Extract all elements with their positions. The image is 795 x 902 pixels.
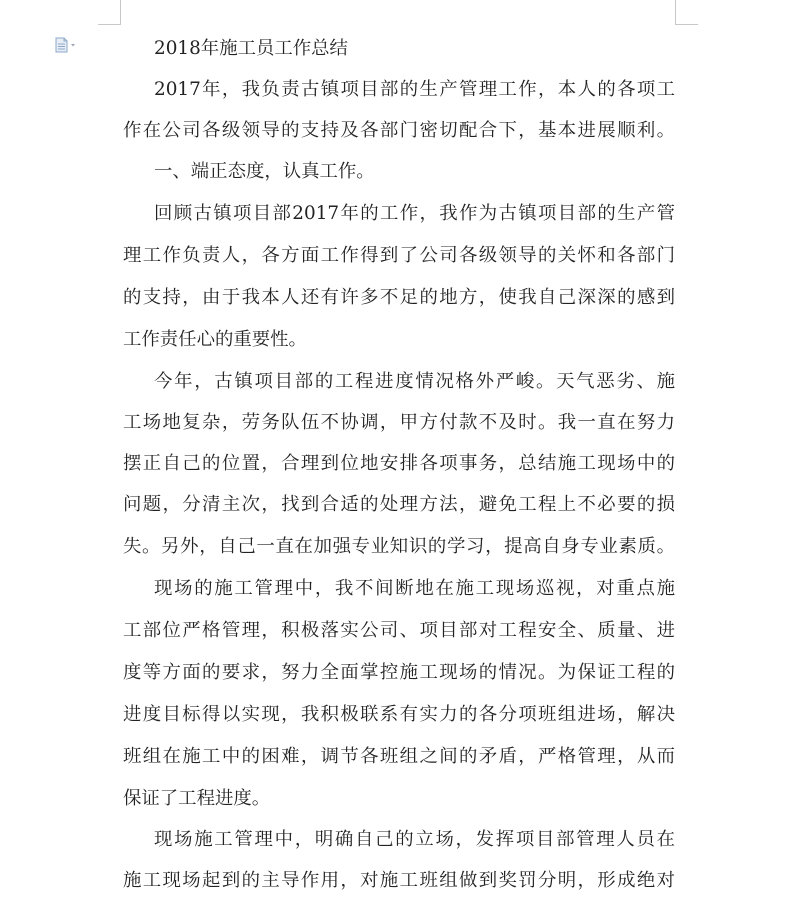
- section-heading: 一、端正态度，认真工作。: [154, 161, 375, 182]
- document-title: 2018年施工员工作总结: [154, 38, 348, 59]
- paragraph-line: 作在公司各级领导的支持及各部门密切配合下，基本进展顺利。: [123, 120, 675, 141]
- paragraph-line: 摆正自己的位置，合理到位地安排各项事务，总结施工现场中的: [123, 453, 675, 474]
- paragraph-line: 今年，古镇项目部的工程进度情况格外严峻。天气恶劣、施: [154, 371, 675, 392]
- crop-mark-top-right: [675, 0, 698, 25]
- paragraph-line: 问题，分清主次，找到合适的处理方法，避免工程上不必要的损: [123, 494, 675, 515]
- paragraph-line: 工场地复杂，劳务队伍不协调，甲方付款不及时。我一直在努力: [123, 412, 675, 433]
- chevron-down-icon: [71, 44, 75, 47]
- paragraph-line: 工作责任心的重要性。: [123, 329, 307, 350]
- paragraph-line: 现场的施工管理中，我不间断地在施工现场巡视，对重点施: [154, 578, 675, 599]
- paragraph-line: 工部位严格管理，积极落实公司、项目部对工程安全、质量、进: [123, 620, 675, 641]
- paragraph-line: 班组在施工中的困难，调节各班组之间的矛盾，严格管理，从而: [123, 746, 675, 767]
- paragraph-line: 理工作负责人，各方面工作得到了公司各级领导的关怀和各部门: [123, 245, 675, 266]
- paragraph-line: 回顾古镇项目部2017年的工作，我作为古镇项目部的生产管: [154, 203, 675, 224]
- paragraph-line: 保证了工程进度。: [123, 788, 271, 809]
- paragraph-line: 度等方面的要求，努力全面掌控施工现场的情况。为保证工程的: [123, 662, 675, 683]
- document-icon[interactable]: [53, 37, 81, 53]
- paragraph-line: 2017年，我负责古镇项目部的生产管理工作，本人的各项工: [154, 79, 675, 100]
- paragraph-line: 施工现场起到的主导作用，对施工班组做到奖罚分明，形成绝对: [123, 870, 675, 891]
- paragraph-line: 进度目标得以实现，我积极联系有实力的各分项班组进场，解决: [123, 704, 675, 725]
- paragraph-line: 现场施工管理中，明确自己的立场，发挥项目部管理人员在: [154, 829, 675, 850]
- crop-mark-top-left: [98, 0, 121, 25]
- paragraph-line: 的支持，由于我本人还有许多不足的地方，使我自己深深的感到: [123, 287, 675, 308]
- paragraph-line: 失。另外，自己一直在加强专业知识的学习，提高自身专业素质。: [123, 536, 675, 557]
